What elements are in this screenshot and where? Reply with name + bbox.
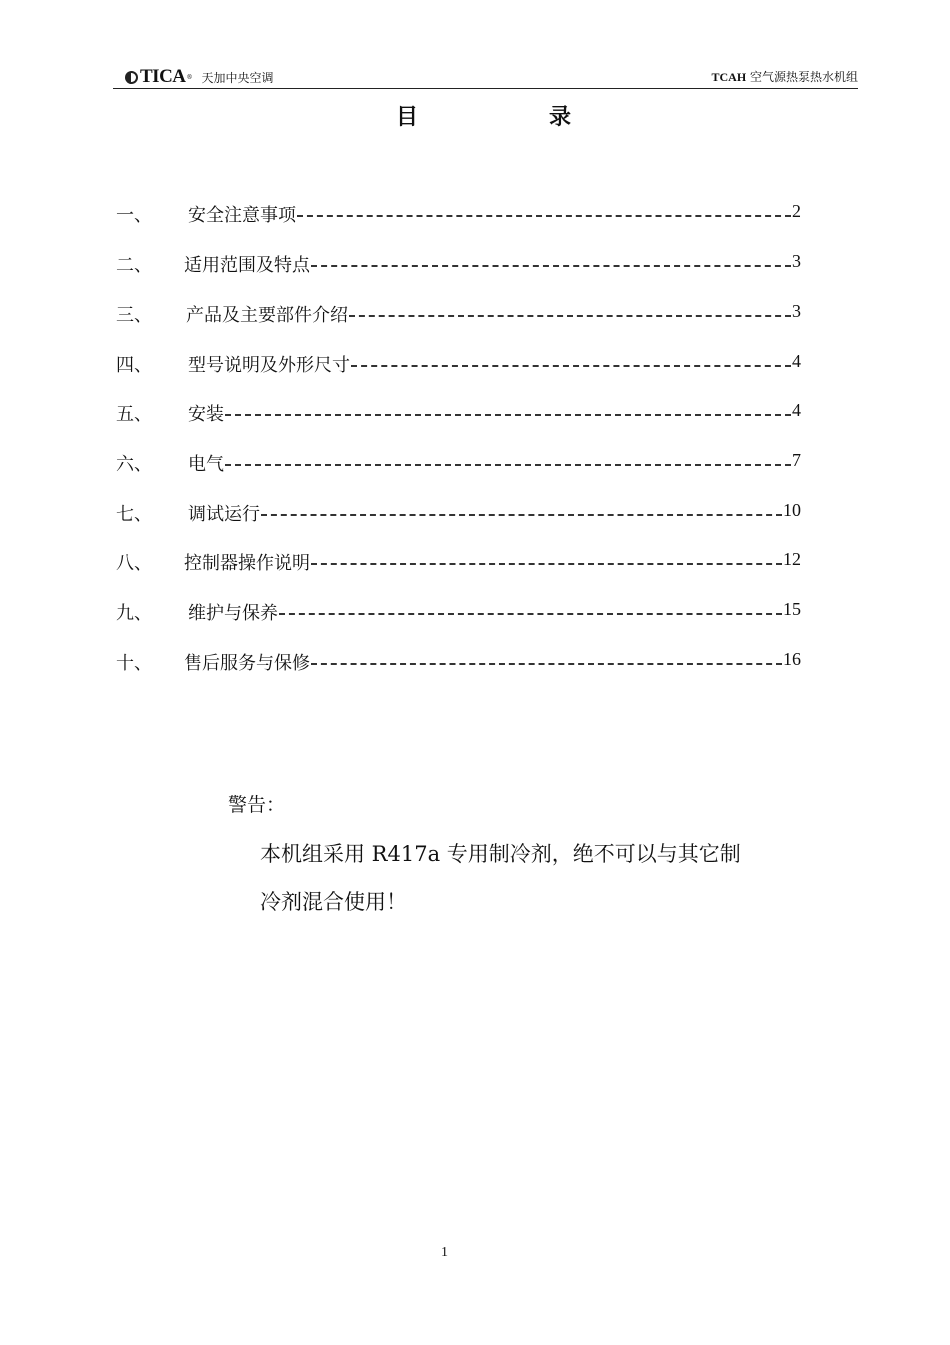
toc-entry-number: 九、 <box>116 603 152 624</box>
toc-entry[interactable] <box>116 599 801 623</box>
toc-entry-page: 3 <box>792 301 801 321</box>
tica-logo <box>125 66 274 88</box>
company-name: 天加中央空调 <box>201 70 274 85</box>
toc-entry-number: 二、 <box>116 255 152 276</box>
toc-entry-number: 七、 <box>116 504 152 525</box>
toc-entry-page: 15 <box>783 599 801 619</box>
toc-entry-title[interactable]: 适用范围及特点 <box>184 255 310 276</box>
product-name: 空气源热泵热水机组 <box>749 70 858 84</box>
toc-heading-char-2: 录 <box>549 104 572 130</box>
toc-entry[interactable] <box>116 450 801 474</box>
logo-text: TICA <box>140 66 186 87</box>
model-code: TCAH <box>711 70 747 84</box>
toc-entry-page: 7 <box>792 450 801 470</box>
toc-leader-dashes <box>349 315 791 317</box>
document-title <box>711 68 858 85</box>
toc-entry-page: 2 <box>792 201 801 221</box>
toc-entry[interactable] <box>116 301 801 325</box>
toc-entry-number: 三、 <box>116 305 152 326</box>
toc-entry-number: 八、 <box>116 553 152 574</box>
toc-entry-title[interactable]: 调试运行 <box>188 504 260 525</box>
toc-entry[interactable] <box>116 549 801 573</box>
toc-entry-number: 四、 <box>116 355 152 376</box>
warning-text-line-1: 本机组采用 R417a 专用制冷剂，绝不可以与其它制 <box>260 842 741 866</box>
toc-entry-number: 十、 <box>116 653 152 674</box>
toc-entry-page: 4 <box>792 400 801 420</box>
toc-entry-page: 10 <box>783 500 801 520</box>
toc-entry-page: 12 <box>783 549 801 569</box>
page-number: 1 <box>441 1245 448 1260</box>
toc-heading <box>396 100 572 131</box>
toc-entry[interactable] <box>116 351 801 375</box>
toc-entry-title[interactable]: 安全注意事项 <box>188 205 296 226</box>
warning-label: 警告： <box>228 794 286 816</box>
toc-entry[interactable] <box>116 251 801 275</box>
warning-text-line-2: 冷剂混合使用！ <box>260 890 407 914</box>
toc-entry-title[interactable]: 安装 <box>188 404 224 425</box>
toc-leader-dashes <box>279 613 782 615</box>
registered-mark: ® <box>186 73 193 81</box>
toc-leader-dashes <box>225 414 791 416</box>
toc-leader-dashes <box>225 464 791 466</box>
toc-leader-dashes <box>311 265 791 267</box>
toc-leader-dashes <box>351 365 791 367</box>
tica-logo-icon <box>125 71 138 84</box>
toc-entry[interactable] <box>116 400 801 424</box>
toc-entry-title[interactable]: 控制器操作说明 <box>184 553 310 574</box>
toc-entry-page: 3 <box>792 251 801 271</box>
toc-heading-char-1: 目 <box>396 104 419 130</box>
toc-leader-dashes <box>311 563 782 565</box>
toc-entry-title[interactable]: 型号说明及外形尺寸 <box>188 355 350 376</box>
toc-entry-number: 六、 <box>116 454 152 475</box>
toc-entry[interactable] <box>116 201 801 225</box>
toc-entry-title[interactable]: 售后服务与保修 <box>184 653 310 674</box>
toc-entry[interactable] <box>116 500 801 524</box>
toc-leader-dashes <box>261 514 782 516</box>
toc-entry-number: 一、 <box>116 205 152 226</box>
toc-entry-title[interactable]: 电气 <box>188 454 224 475</box>
toc-leader-dashes <box>297 215 791 217</box>
toc-entry-number: 五、 <box>116 404 152 425</box>
toc-entry-page: 4 <box>792 351 801 371</box>
toc-entry-page: 16 <box>783 649 801 669</box>
toc-entry[interactable] <box>116 649 801 673</box>
toc-entry-title[interactable]: 产品及主要部件介绍 <box>186 305 348 326</box>
toc-entry-title[interactable]: 维护与保养 <box>188 603 278 624</box>
toc-leader-dashes <box>311 663 782 665</box>
page-header <box>113 64 858 89</box>
